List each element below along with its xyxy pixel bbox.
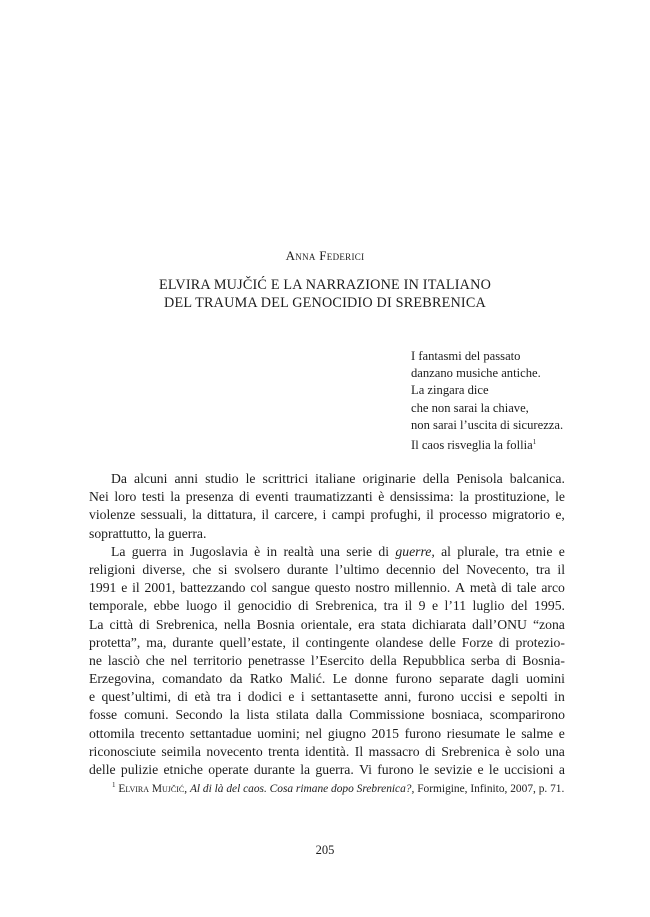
body-line: religioni diverse, che si svolsero durante l’ultimo decennio del Novecento, tra il — [89, 561, 565, 577]
body-text — [89, 470, 565, 779]
body-line: e quest’ultimi, di età tra i dodici e i settantasette anni, furono uccisi e sepolti in — [89, 689, 565, 705]
body-line: Da alcuni anni studio le scrittrici italiane originarie della Penisola balcanica. — [111, 471, 565, 486]
body-line: ottomila trecento settantadue uomini; nel giugno 2015 furono riesumate le salme e — [89, 725, 565, 741]
epigraph-line: Il caos risveglia la follia — [411, 438, 533, 453]
body-line: La guerra in Jugoslavia è in realtà una serie di guerre, al plurale, tra etnie e — [111, 543, 565, 559]
author-name: Anna Federici — [285, 248, 365, 263]
footnote-work: Al di là del caos. Cosa rimane dopo Srebrenica?, — [189, 783, 415, 795]
body-line: protetta”, ma, durante quell’estate, il contingente olandese delle Forze di protezio- — [89, 634, 565, 650]
epigraph-line: I fantasmi del passato — [411, 349, 521, 363]
body-line: delle pulizie etniche operate durante la guerra. Vi furono le sevizie e le uccisioni a — [89, 762, 565, 777]
title-line: DEL TRAUMA DEL GENOCIDIO DI SREBRENICA — [164, 295, 486, 311]
epigraph-last-line — [411, 434, 563, 454]
article-title — [0, 276, 650, 312]
body-line: 1991 e il 2001, battezzando col sangue questo nostro millennio. A metà di tale arco — [89, 580, 565, 596]
title-line: ELVIRA MUJČIĆ E LA NARRAZIONE IN ITALIANO — [158, 277, 492, 293]
page-number: 205 — [315, 843, 335, 857]
epigraph-line: danzano musiche antiche. — [411, 366, 541, 381]
footnote-publication: Formigine, Infinito, 2007, p. 71. — [417, 783, 565, 795]
body-line: Nei loro testi la presenza di eventi traumatizzanti è densissima: la prostituzione, le — [89, 489, 565, 505]
body-line: Erzegovina, comandato da Ratko Malić. Le donne furono separate dagli uomini — [89, 671, 565, 687]
body-line: fosse comuni. Secondo la lista stilata dalla Commissione bosniaca, scomparirono — [89, 707, 565, 723]
epigraph-line: non sarai l’uscita di sicurezza. — [411, 417, 564, 432]
footnote-author: Elvira Mujčić, — [118, 783, 188, 795]
body-line: riconosciute seimila novecento trenta identità. Il massacro di Srebrenica è solo una — [89, 743, 565, 759]
epigraph — [411, 348, 563, 454]
body-line: soprattutto, la guerra. — [89, 525, 207, 541]
epigraph-line: La zingara dice — [411, 383, 489, 398]
body-line: La città di Srebrenica, nella Bosnia orientale, era stata dichiarata dall’ONU “zona — [89, 616, 565, 632]
epigraph-line: che non sarai la chiave, — [411, 400, 529, 415]
body-line: temporale, ebbe luogo il genocidio di Srebrenica, tra il 9 e l’11 luglio del 1995. — [89, 598, 565, 614]
body-line: violenze sessuali, la dittatura, il carcere, i campi profughi, il processo migratorio e, — [89, 507, 565, 523]
footnote — [112, 781, 564, 795]
footnote-marker: 1 — [112, 781, 116, 789]
body-line: ne lasciò che nel territorio penetrasse l’Esercito della Repubblica serba di Bosnia- — [89, 652, 565, 668]
epigraph-footnote-marker: 1 — [532, 438, 537, 447]
